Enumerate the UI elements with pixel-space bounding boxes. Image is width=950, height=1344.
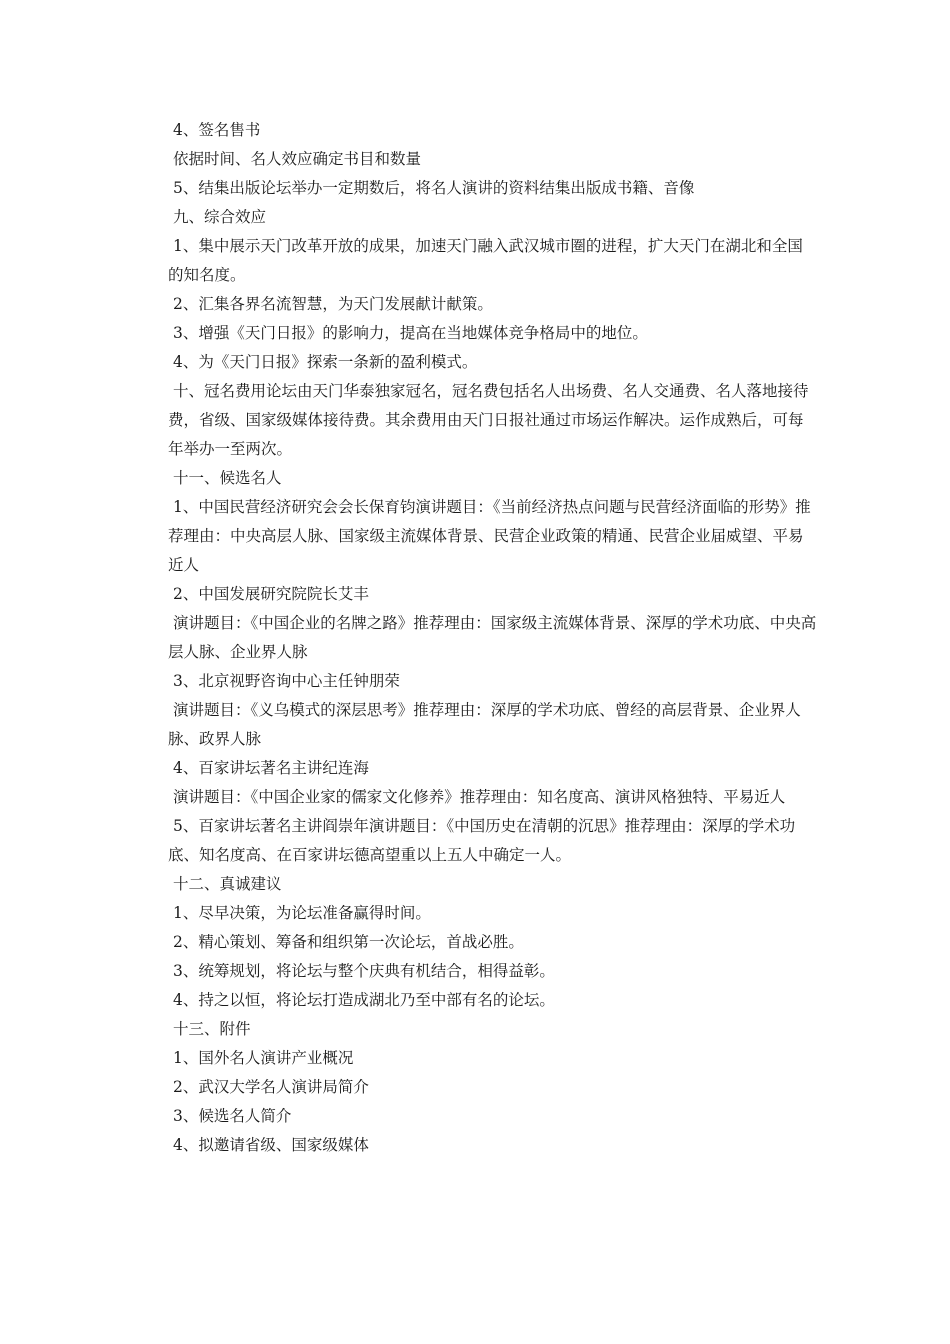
list-item: 3、候选名人简介 [173, 1107, 292, 1125]
list-item: 2、武汉大学名人演讲局简介 [173, 1078, 369, 1096]
document-body [168, 116, 818, 1160]
list-item: 3、增强《天门日报》的影响力，提高在当地媒体竞争格局中的地位。 [173, 324, 648, 342]
section-heading-13: 十三、附件 [173, 1020, 251, 1038]
section-heading-10: 十、冠名费用论坛由天门华泰独家冠名，冠名费包括名人出场费、名人交通费、名人落地接待费，省级、国家级媒体接待费。其余费用由天门日报社通过市场运作解决。运作成熟后，可每年举办一至两次。 [168, 382, 809, 458]
paragraph: 依据时间、名人效应确定书目和数量 [173, 150, 422, 168]
list-item: 5、百家讲坛著名主讲阎崇年演讲题目：《中国历史在清朝的沉思》推荐理由：深厚的学术功底、知名度高、在百家讲坛德高望重以上五人中确定一人。 [168, 817, 796, 864]
list-item: 2、中国发展研究院院长艾丰 [173, 585, 369, 603]
list-item: 1、集中展示天门改革开放的成果，加速天门融入武汉城市圈的进程，扩大天门在湖北和全国的知名度。 [168, 237, 803, 284]
list-item-signing: 4、签名售书 [173, 121, 261, 139]
paragraph: 演讲题目：《义乌模式的深层思考》推荐理由：深厚的学术功底、曾经的高层背景、企业界人脉、政界人脉 [168, 701, 801, 748]
list-item-publishing: 5、结集出版论坛举办一定期数后，将名人演讲的资料结集出版成书籍、音像 [173, 179, 695, 197]
list-item: 4、百家讲坛著名主讲纪连海 [173, 759, 369, 777]
paragraph: 演讲题目：《中国企业的名牌之路》推荐理由：国家级主流媒体背景、深厚的学术功底、中央高层人脉、企业界人脉 [168, 614, 817, 661]
list-item: 2、精心策划、筹备和组织第一次论坛，首战必胜。 [173, 933, 524, 951]
list-item: 2、汇集各界名流智慧，为天门发展献计献策。 [173, 295, 493, 313]
section-heading-9: 九、综合效应 [173, 208, 267, 226]
list-item: 1、尽早决策，为论坛准备赢得时间。 [173, 904, 431, 922]
list-item: 3、北京视野咨询中心主任钟朋荣 [173, 672, 400, 690]
list-item: 4、为《天门日报》探索一条新的盈利模式。 [173, 353, 478, 371]
list-item: 1、中国民营经济研究会会长保育钧演讲题目：《当前经济热点问题与民营经济面临的形势》推荐理由：中央高层人脉、国家级主流媒体背景、民营企业政策的精通、民营企业届威望、平易近人 [168, 498, 811, 574]
list-item: 1、国外名人演讲产业概况 [173, 1049, 354, 1067]
list-item: 4、持之以恒，将论坛打造成湖北乃至中部有名的论坛。 [173, 991, 555, 1009]
section-heading-12: 十二、真诚建议 [173, 875, 282, 893]
paragraph: 演讲题目：《中国企业家的儒家文化修养》推荐理由：知名度高、演讲风格独特、平易近人 [173, 788, 786, 806]
section-heading-11: 十一、候选名人 [173, 469, 282, 487]
list-item: 4、拟邀请省级、国家级媒体 [173, 1136, 369, 1154]
list-item: 3、统筹规划，将论坛与整个庆典有机结合，相得益彰。 [173, 962, 555, 980]
